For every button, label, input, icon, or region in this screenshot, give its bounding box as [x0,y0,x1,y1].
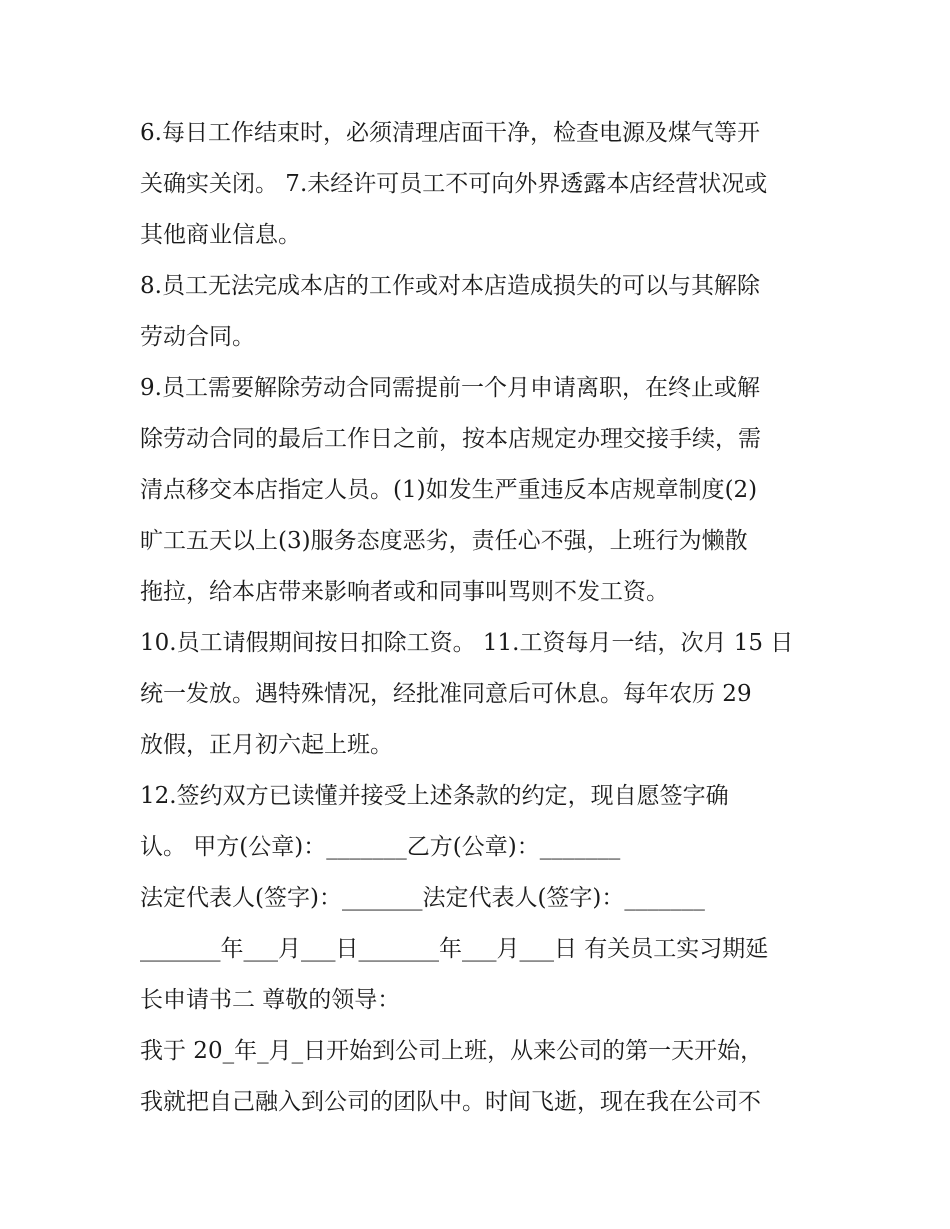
text-line: 关确实关闭。 7.未经许可员工不可向外界透露本店经营状况或 [140,171,768,197]
text-line: 6.每日工作结束时，必须清理店面干净，检查电源及煤气等开 [140,120,760,146]
text-line: 放假，正月初六起上班。 [140,732,393,758]
text-line: 统一发放。遇特殊情况，经批准同意后可休息。每年农历 29 [140,681,752,707]
text-line: 我就把自己融入到公司的团队中。时间飞逝，现在我在公司不 [140,1089,761,1115]
text-line: 10.员工请假期间按日扣除工资。 11.工资每月一结，次月 15 日 [140,630,794,656]
text-line: 12.签约双方已读懂并接受上述条款的约定，现自愿签字确 [140,783,729,809]
text-line: 拖拉，给本店带来影响者或和同事叫骂则不发工资。 [140,579,669,605]
text-line: 其他商业信息。 [140,222,301,248]
text-line: 长申请书二 尊敬的领导： [140,987,401,1013]
text-line: 9.员工需要解除劳动合同需提前一个月申请离职，在终止或解 [140,375,760,401]
text-line: 法定代表人(签字)：_______法定代表人(签字)：_______ [140,885,705,911]
text-line: 除劳动合同的最后工作日之前，按本店规定办理交接手续，需 [140,426,761,452]
text-line: 8.员工无法完成本店的工作或对本店造成损失的可以与其解除 [140,273,760,299]
document-body [140,108,830,1128]
text-line: 劳动合同。 [140,324,255,350]
text-line: 我于 20_年_月_日开始到公司上班，从来公司的第一天开始， [140,1038,764,1064]
text-line: 清点移交本店指定人员。(1)如发生严重违反本店规章制度(2) [140,477,758,503]
text-line: 认。 甲方(公章)：_______乙方(公章)：_______ [140,834,621,860]
text-line: 旷工五天以上(3)服务态度恶劣，责任心不强，上班行为懒散 [140,528,748,554]
text-line: _______年___月___日_______年___月___日 有关员工实习期延 [140,936,769,962]
